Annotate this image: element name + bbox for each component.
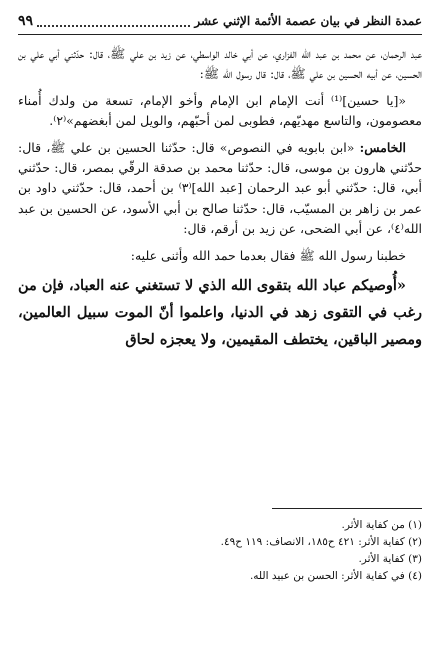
running-title: عمدة النظر في بيان عصمة الأئمة الإثني عشر <box>194 14 422 28</box>
footnote-1: (١) من كفاية الأثر. <box>341 519 422 531</box>
footnote-2: (٢) كفاية الأثر: ٤٢١ ح١٨٥، الانصاف: ١١٩ ح٤٩. <box>220 536 422 548</box>
paragraph-fifth-text: «ابن بابويه في النصوص» قال: حدّثنا الحسين بن علي ﷺ، قال: حدّثني هارون بن موسى، قال: حدّثنا محمد بن صدقة الرقّي بمصر، قال: حدّثني أبي، قال: حدّثني أبو عبد الرحمان [عبد الله]⁽٣⁾ بن أحمد، قال: حدّثني داود بن عمر بن زاهر بن المسيّب، قال: حدّثنا صالح بن أبي الأسود، عن الحسين بن عبد الله⁽٤⁾، عن أبي الضحى، عن زيد بن أرقم، قال: <box>18 139 422 237</box>
footnote-4: (٤) في كفاية الأثر: الحسن بن عبيد الله. <box>249 570 422 582</box>
paragraph-sermon-intro: خطبنا رسول الله ﷺ فقال بعدما حمد الله وأثنى عليه: <box>130 247 406 263</box>
page-number: ٩٩ <box>18 13 34 29</box>
page-header <box>18 8 422 35</box>
paragraph-chain: عبد الرحمان، عن محمد بن عبد الله الفزاري، عن أبي خالد الواسطي، عن زيد بن علي ﷺ، قال: حدّثني أبي علي بن الحسين، عن أبيه الحسين بن علي ﷺ، قال: قال رسول الله ﷺ: <box>18 46 422 82</box>
footnotes <box>18 508 422 585</box>
header-leader-dots <box>37 15 190 27</box>
main-text <box>18 44 422 359</box>
footnote-3: (٣) كفاية الأثر. <box>358 553 422 565</box>
paragraph-sermon-quote: «أُوصيكم عباد الله بتقوى الله الذي لا تستغني عنه العباد، فإن من رغب في التقوى زهد في الدنيا، واعلموا أنّ الموت سبيل العالمين، ومصير الباقين، يختطف المقيمين، ولا يعجزه لحاق <box>18 277 422 349</box>
paragraph-fifth <box>18 138 422 240</box>
section-label: الخامس: <box>359 139 406 155</box>
paragraph-hadith: «[يا حسين]⁽¹⁾ أنت الإمام ابن الإمام وأخو الإمام، تسعة من ولدك أُمناء معصومون، والتاسع مهديّهم، فطوبى لمن أحبّهم، والويل لمن أبغضهم»⁽٢⁾. <box>18 92 422 129</box>
footnote-divider <box>272 508 422 509</box>
